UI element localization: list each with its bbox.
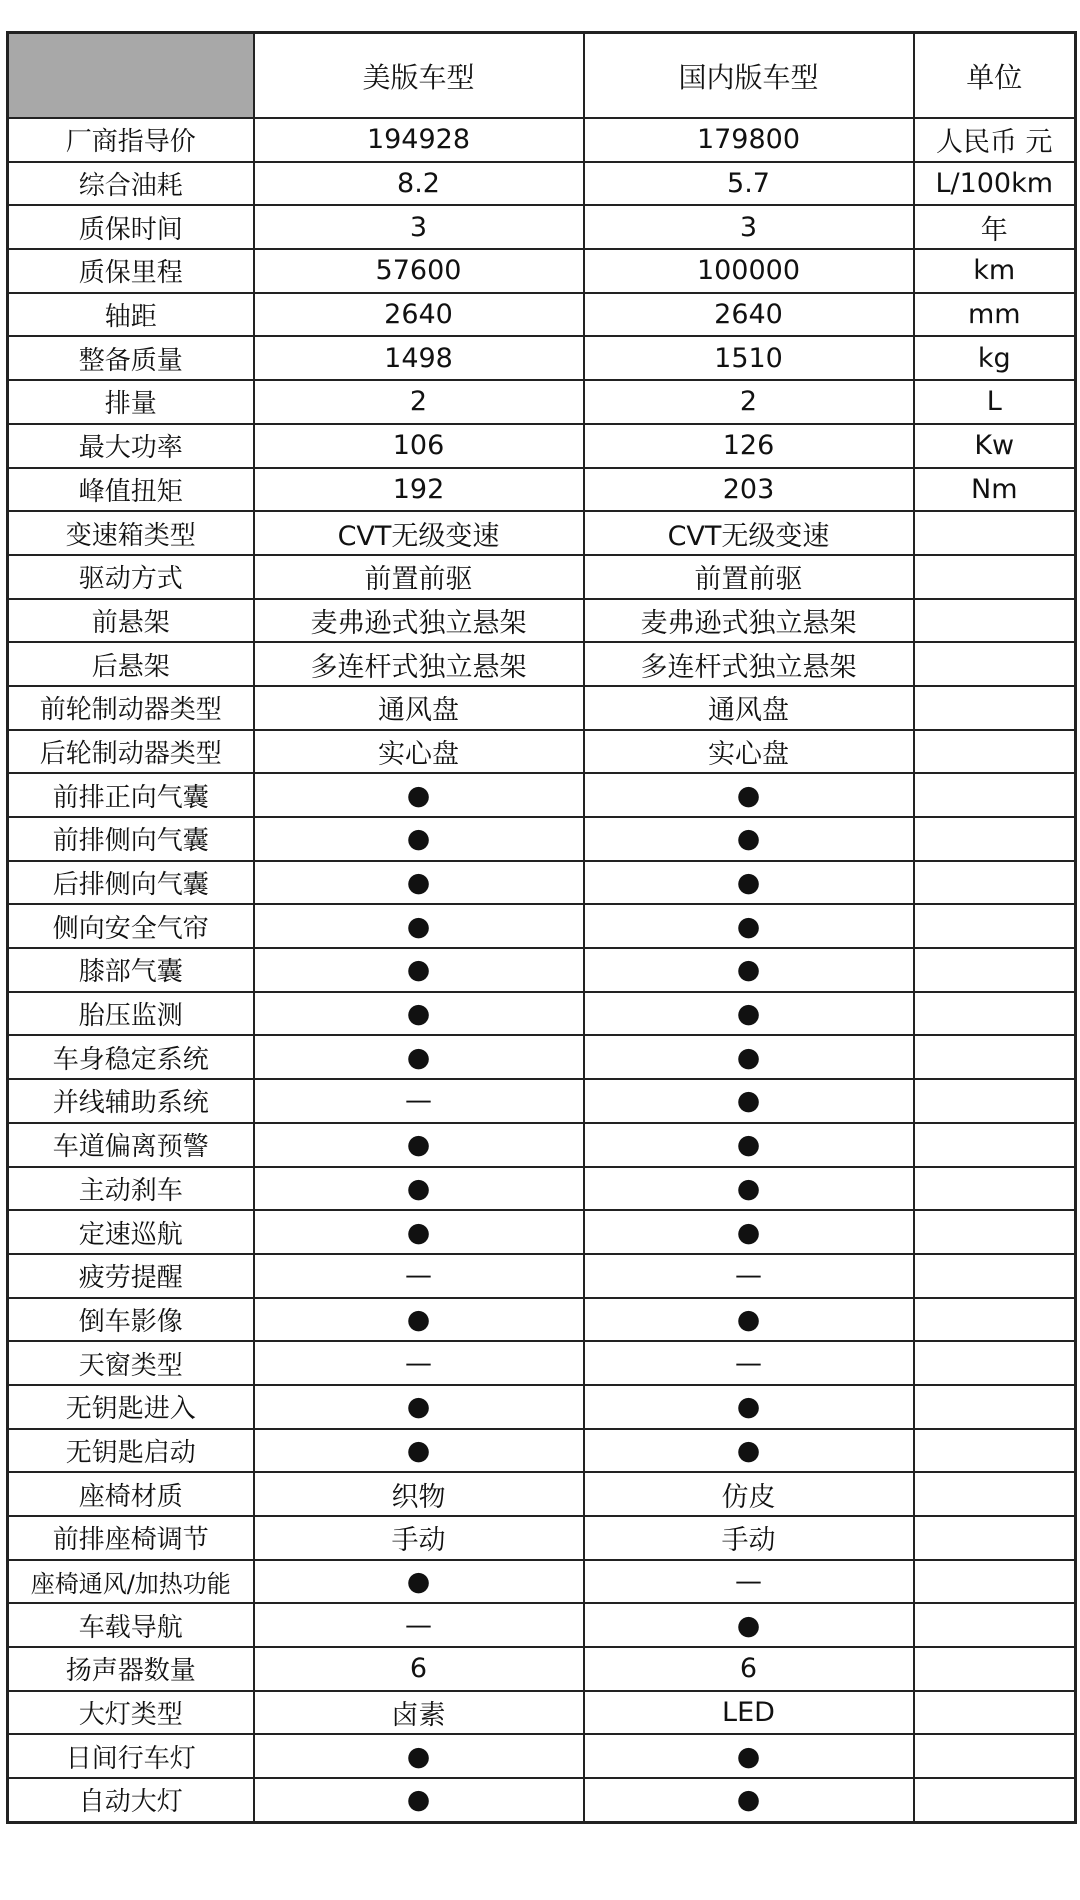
domestic-value: ● [584,1167,914,1211]
unit-value [914,817,1076,861]
us-value: ● [254,1429,584,1473]
unit-value [914,1603,1076,1647]
us-value: ● [254,817,584,861]
unit-value [914,555,1076,599]
row-label: 疲劳提醒 [8,1254,254,1298]
unit-value [914,1560,1076,1604]
us-value: — [254,1341,584,1385]
table-row [8,773,1076,817]
unit-value [914,1167,1076,1211]
domestic-value: 通风盘 [584,686,914,730]
unit-value [914,730,1076,774]
table-row [8,1691,1076,1735]
unit-value [914,992,1076,1036]
us-value: 手动 [254,1516,584,1560]
table-row [8,1516,1076,1560]
us-value: 2640 [254,293,584,337]
row-label: 扬声器数量 [8,1647,254,1691]
row-label: 最大功率 [8,424,254,468]
domestic-value: 126 [584,424,914,468]
row-label: 质保里程 [8,249,254,293]
domestic-value: 3 [584,205,914,249]
us-value: 106 [254,424,584,468]
row-label: 整备质量 [8,336,254,380]
table-row [8,1429,1076,1473]
unit-value [914,861,1076,905]
table-header [8,33,1076,119]
unit-value: L/100km [914,162,1076,206]
unit-value: km [914,249,1076,293]
row-label: 膝部气囊 [8,948,254,992]
domestic-value: ● [584,1429,914,1473]
unit-value [914,1778,1076,1822]
row-label: 驱动方式 [8,555,254,599]
domestic-value: 前置前驱 [584,555,914,599]
us-value: — [254,1079,584,1123]
table-row [8,1560,1076,1604]
unit-value [914,686,1076,730]
row-label: 质保时间 [8,205,254,249]
us-value: 57600 [254,249,584,293]
table-row [8,1778,1076,1822]
table-row [8,1035,1076,1079]
domestic-value: ● [584,1079,914,1123]
unit-value [914,904,1076,948]
row-label: 峰值扭矩 [8,468,254,512]
domestic-value: 手动 [584,1516,914,1560]
table-row [8,1167,1076,1211]
table-row [8,599,1076,643]
domestic-value: ● [584,904,914,948]
us-value: — [254,1254,584,1298]
domestic-value: 6 [584,1647,914,1691]
unit-value [914,1079,1076,1123]
unit-value [914,1210,1076,1254]
row-label: 座椅材质 [8,1472,254,1516]
domestic-value: CVT无级变速 [584,511,914,555]
unit-value [914,1691,1076,1735]
domestic-value: ● [584,1035,914,1079]
us-value: 麦弗逊式独立悬架 [254,599,584,643]
domestic-value: — [584,1254,914,1298]
header-corner-cell [8,33,254,119]
domestic-value: 203 [584,468,914,512]
us-value: ● [254,992,584,1036]
table-row [8,205,1076,249]
us-value: 6 [254,1647,584,1691]
row-label: 综合油耗 [8,162,254,206]
unit-value [914,1472,1076,1516]
us-value: ● [254,1210,584,1254]
table-row [8,380,1076,424]
us-value: ● [254,773,584,817]
domestic-value: ● [584,861,914,905]
domestic-value: ● [584,817,914,861]
us-value: ● [254,1385,584,1429]
unit-value [914,1385,1076,1429]
us-value: ● [254,861,584,905]
unit-value [914,1035,1076,1079]
domestic-value: 2 [584,380,914,424]
domestic-value: 179800 [584,118,914,162]
domestic-value: ● [584,1210,914,1254]
header-unit: 单位 [914,33,1076,119]
table-row [8,424,1076,468]
row-label: 排量 [8,380,254,424]
us-value: 194928 [254,118,584,162]
row-label: 无钥匙启动 [8,1429,254,1473]
row-label: 车道偏离预警 [8,1123,254,1167]
unit-value [914,1123,1076,1167]
us-value: 8.2 [254,162,584,206]
domestic-value: 100000 [584,249,914,293]
us-value: 通风盘 [254,686,584,730]
row-label: 厂商指导价 [8,118,254,162]
row-label: 天窗类型 [8,1341,254,1385]
unit-value [914,1647,1076,1691]
header-us-version: 美版车型 [254,33,584,119]
table-row [8,468,1076,512]
row-label: 主动刹车 [8,1167,254,1211]
domestic-value: LED [584,1691,914,1735]
us-value: ● [254,1560,584,1604]
us-value: ● [254,1123,584,1167]
row-label: 并线辅助系统 [8,1079,254,1123]
domestic-value: — [584,1341,914,1385]
us-value: ● [254,1035,584,1079]
table-row [8,1298,1076,1342]
table-row [8,555,1076,599]
row-label: 前排座椅调节 [8,1516,254,1560]
us-value: CVT无级变速 [254,511,584,555]
row-label: 倒车影像 [8,1298,254,1342]
us-value: 卤素 [254,1691,584,1735]
us-value: 1498 [254,336,584,380]
table-row [8,1079,1076,1123]
domestic-value: ● [584,1603,914,1647]
row-label: 车身稳定系统 [8,1035,254,1079]
domestic-value: 实心盘 [584,730,914,774]
spec-comparison-table [6,31,1077,1824]
row-label: 座椅通风/加热功能 [8,1560,254,1604]
us-value: ● [254,1778,584,1822]
unit-value [914,599,1076,643]
table-row [8,1254,1076,1298]
unit-value [914,1298,1076,1342]
row-label: 后悬架 [8,642,254,686]
domestic-value: — [584,1560,914,1604]
row-label: 后排侧向气囊 [8,861,254,905]
row-label: 前轮制动器类型 [8,686,254,730]
row-label: 侧向安全气帘 [8,904,254,948]
table-row [8,1385,1076,1429]
unit-value: L [914,380,1076,424]
unit-value [914,948,1076,992]
us-value: ● [254,1167,584,1211]
row-label: 无钥匙进入 [8,1385,254,1429]
table-row [8,1210,1076,1254]
domestic-value: 仿皮 [584,1472,914,1516]
row-label: 变速箱类型 [8,511,254,555]
header-domestic-version: 国内版车型 [584,33,914,119]
row-label: 日间行车灯 [8,1734,254,1778]
table-row [8,817,1076,861]
table-row [8,904,1076,948]
row-label: 前排侧向气囊 [8,817,254,861]
domestic-value: 多连杆式独立悬架 [584,642,914,686]
domestic-value: ● [584,992,914,1036]
unit-value: 人民币 元 [914,118,1076,162]
unit-value [914,1341,1076,1385]
domestic-value: ● [584,773,914,817]
unit-value: 年 [914,205,1076,249]
unit-value: Nm [914,468,1076,512]
unit-value [914,642,1076,686]
us-value: 2 [254,380,584,424]
us-value: ● [254,1298,584,1342]
us-value: 实心盘 [254,730,584,774]
table-row [8,992,1076,1036]
domestic-value: 麦弗逊式独立悬架 [584,599,914,643]
table-row [8,642,1076,686]
unit-value [914,1516,1076,1560]
unit-value [914,773,1076,817]
us-value: 前置前驱 [254,555,584,599]
unit-value [914,511,1076,555]
unit-value: kg [914,336,1076,380]
us-value: ● [254,948,584,992]
table-row [8,293,1076,337]
table-row [8,511,1076,555]
table-row [8,1472,1076,1516]
row-label: 胎压监测 [8,992,254,1036]
row-label: 车载导航 [8,1603,254,1647]
us-value: ● [254,1734,584,1778]
row-label: 后轮制动器类型 [8,730,254,774]
row-label: 轴距 [8,293,254,337]
domestic-value: ● [584,1734,914,1778]
row-label: 定速巡航 [8,1210,254,1254]
us-value: ● [254,904,584,948]
table-row [8,861,1076,905]
table-row [8,1123,1076,1167]
row-label: 自动大灯 [8,1778,254,1822]
domestic-value: ● [584,948,914,992]
domestic-value: 1510 [584,336,914,380]
table-row [8,1647,1076,1691]
unit-value [914,1429,1076,1473]
row-label: 大灯类型 [8,1691,254,1735]
table-row [8,948,1076,992]
us-value: 3 [254,205,584,249]
table-row [8,1341,1076,1385]
unit-value: mm [914,293,1076,337]
domestic-value: 2640 [584,293,914,337]
us-value: — [254,1603,584,1647]
table-row [8,686,1076,730]
table-row [8,162,1076,206]
row-label: 前排正向气囊 [8,773,254,817]
unit-value [914,1254,1076,1298]
domestic-value: 5.7 [584,162,914,206]
unit-value: Kw [914,424,1076,468]
us-value: 织物 [254,1472,584,1516]
table-body [8,118,1076,1822]
header-row [8,33,1076,119]
table-row [8,1603,1076,1647]
table-row [8,730,1076,774]
row-label: 前悬架 [8,599,254,643]
domestic-value: ● [584,1385,914,1429]
domestic-value: ● [584,1123,914,1167]
unit-value [914,1734,1076,1778]
table-row [8,1734,1076,1778]
domestic-value: ● [584,1778,914,1822]
table-row [8,118,1076,162]
us-value: 192 [254,468,584,512]
domestic-value: ● [584,1298,914,1342]
table-row [8,249,1076,293]
table-row [8,336,1076,380]
us-value: 多连杆式独立悬架 [254,642,584,686]
